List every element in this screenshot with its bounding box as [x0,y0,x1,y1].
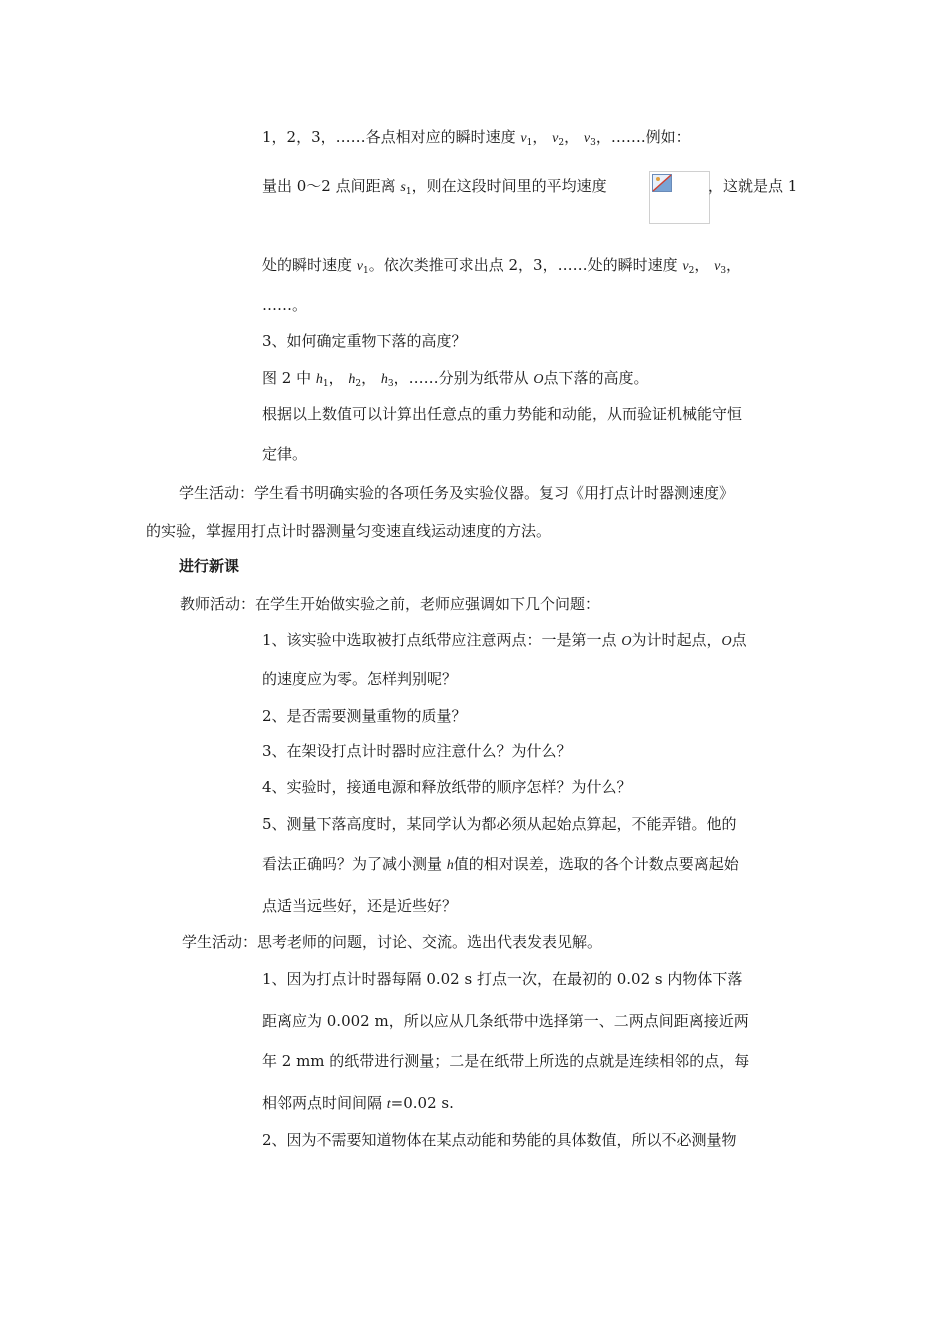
text-line: 图 2 中 $h_1$， $h_2$， $h_3$，……分别为纸带从 O点下落的高度。 [262,369,649,389]
text-line: 距离应为 0.002 m，所以应从几条纸带中选择第一、二两点间距离接近两 [262,1012,749,1030]
section-heading: 进行新课 [179,557,240,575]
text-line: 的实验，掌握用打点计时器测量匀变速直线运动速度的方法。 [146,522,552,540]
text-line: 处的瞬时速度 $v_1$。依次类推可求出点 2，3，……处的瞬时速度 $v_2$， $v_3$， [262,256,742,276]
text-line: 量出 0～2 点间距离 $s_1$，则在这段时间里的平均速度 [262,177,607,197]
text-line: 3、在架设打点计时器时应注意什么？为什么？ [262,742,572,760]
text-line: 学生活动：学生看书明确实验的各项任务及实验仪器。复习《用打点计时器测速度》 [179,484,735,502]
text-line: 2、因为不需要知道物体在某点动能和势能的具体数值，所以不必测量物 [262,1131,737,1149]
text-line: 3、如何确定重物下落的高度？ [262,332,467,350]
text-line: 教师活动：在学生开始做实验之前，老师应强调如下几个问题： [180,595,601,613]
text-line: 看法正确吗？为了减小测量 h值的相对误差，选取的各个计数点要离起始 [262,855,739,873]
text-line: 5、测量下落高度时，某同学认为都必须从起始点算起，不能弄错。他的 [262,815,737,833]
text-line: ……。 [262,296,308,314]
text-line: 1、因为打点计时器每隔 0.02 s 打点一次，在最初的 0.02 s 内物体下落 [262,970,743,988]
text-line: 相邻两点时间间隔 t=0.02 s. [262,1094,454,1112]
text-line: 2、是否需要测量重物的质量？ [262,707,467,725]
text-line: 学生活动：思考老师的问题，讨论、交流。选出代表发表见解。 [182,933,603,951]
text-line: 的速度应为零。怎样判别呢？ [262,670,458,688]
broken-image-icon [652,174,672,192]
text-line: 年 2 mm 的纸带进行测量；二是在纸带上所选的点就是连续相邻的点，每 [262,1052,750,1070]
text-line: 4、实验时，接通电源和释放纸带的顺序怎样？为什么？ [262,778,632,796]
formula-image [649,171,710,224]
text-line: 定律。 [262,445,308,463]
text-line: 1，2，3，……各点相对应的瞬时速度 $v_1$， $v_2$， $v_3$，…….例如： [262,128,691,148]
text-line: 根据以上数值可以计算出任意点的重力势能和动能，从而验证机械能守恒 [262,405,743,423]
text-line: 1、该实验中选取被打点纸带应注意两点：一是第一点 O为计时起点，O点 [262,631,747,649]
text-line: ，这就是点 1 [708,177,798,195]
text-line: 点适当远些好，还是近些好？ [262,897,458,915]
